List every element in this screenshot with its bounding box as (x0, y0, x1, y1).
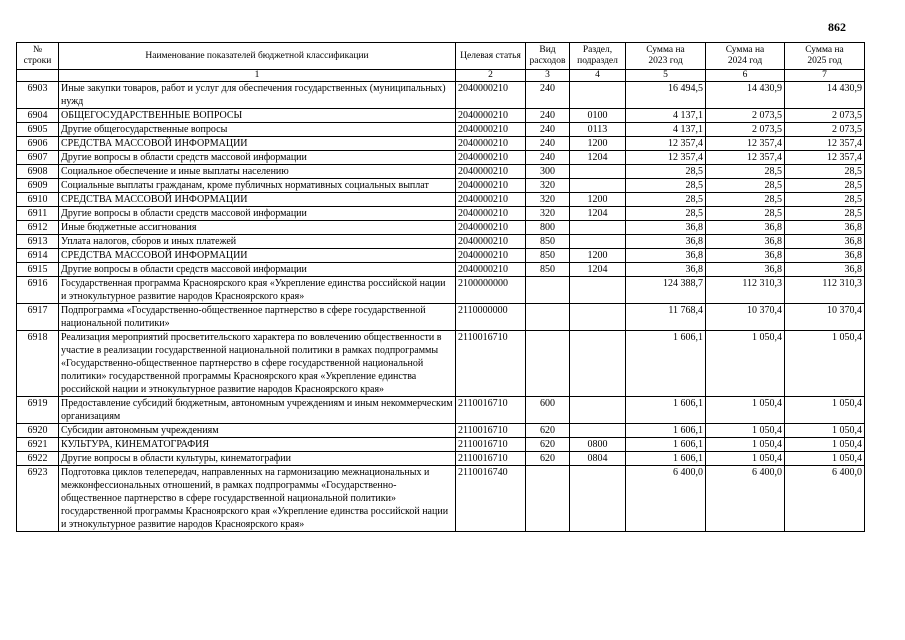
sum-2024-cell: 2 073,5 (706, 123, 785, 137)
indicator-name-cell: Другие вопросы в области средств массовой информации (59, 207, 456, 221)
sum-2025-cell: 1 050,4 (785, 438, 865, 452)
table-row (17, 397, 865, 424)
sum-2023-cell: 4 137,1 (626, 109, 706, 123)
table-row (17, 438, 865, 452)
sum-2024-cell: 12 357,4 (706, 137, 785, 151)
row-number-cell: 6915 (17, 263, 59, 277)
expense-type-cell: 320 (526, 207, 570, 221)
expense-type-cell: 620 (526, 438, 570, 452)
target-article-cell: 2040000210 (456, 235, 526, 249)
budget-table (16, 42, 865, 532)
expense-type-cell: 240 (526, 137, 570, 151)
row-number-cell: 6904 (17, 109, 59, 123)
target-article-cell: 2040000210 (456, 249, 526, 263)
header-sum-2025: Сумма на 2025 год (785, 43, 865, 70)
page-number: 862 (828, 20, 846, 34)
target-article-cell: 2040000210 (456, 193, 526, 207)
table-row (17, 304, 865, 331)
sum-2025-cell: 36,8 (785, 235, 865, 249)
sum-2024-cell: 36,8 (706, 263, 785, 277)
row-number-cell: 6906 (17, 137, 59, 151)
table-row (17, 249, 865, 263)
row-number-cell: 6913 (17, 235, 59, 249)
section-cell: 1200 (570, 193, 626, 207)
sum-2025-cell: 1 050,4 (785, 397, 865, 424)
section-cell: 0804 (570, 452, 626, 466)
expense-type-cell (526, 304, 570, 331)
sum-2023-cell: 1 606,1 (626, 397, 706, 424)
expense-type-cell: 620 (526, 424, 570, 438)
table-row (17, 235, 865, 249)
header-sum-2024: Сумма на 2024 год (706, 43, 785, 70)
sum-2024-cell: 28,5 (706, 165, 785, 179)
header-row-no: № строки (17, 43, 59, 70)
sum-2023-cell: 11 768,4 (626, 304, 706, 331)
sum-2025-cell: 2 073,5 (785, 109, 865, 123)
sum-2024-cell: 36,8 (706, 249, 785, 263)
sum-2025-cell: 112 310,3 (785, 277, 865, 304)
sum-2025-cell: 1 050,4 (785, 452, 865, 466)
sum-2023-cell: 36,8 (626, 249, 706, 263)
indicator-name-cell: Субсидии автономным учреждениям (59, 424, 456, 438)
sum-2024-cell: 14 430,9 (706, 82, 785, 109)
target-article-cell: 2040000210 (456, 263, 526, 277)
indicator-name-cell: Реализация мероприятий просветительского характера по вовлечению общественности в участие в реализации государственной национальной политики в рамках подпрограммы «Государственно-общественное партнерство в сфере государственной национальной политики» государственной программы Красноярского края «Укрепление единства российской нации и этнокультурное развитие народов Красноярского края» (59, 331, 456, 397)
row-number-cell: 6912 (17, 221, 59, 235)
indicator-name-cell: ОБЩЕГОСУДАРСТВЕННЫЕ ВОПРОСЫ (59, 109, 456, 123)
expense-type-cell: 850 (526, 235, 570, 249)
row-number-cell: 6909 (17, 179, 59, 193)
sum-2024-cell: 2 073,5 (706, 109, 785, 123)
sum-2025-cell: 36,8 (785, 221, 865, 235)
table-row (17, 151, 865, 165)
expense-type-cell: 320 (526, 179, 570, 193)
expense-type-cell (526, 277, 570, 304)
sum-2024-cell: 10 370,4 (706, 304, 785, 331)
indicator-name-cell: Другие общегосударственные вопросы (59, 123, 456, 137)
sum-2023-cell: 28,5 (626, 207, 706, 221)
target-article-cell: 2110016710 (456, 438, 526, 452)
sum-2023-cell: 12 357,4 (626, 151, 706, 165)
indicator-name-cell: Уплата налогов, сборов и иных платежей (59, 235, 456, 249)
indicator-name-cell: СРЕДСТВА МАССОВОЙ ИНФОРМАЦИИ (59, 193, 456, 207)
sum-2025-cell: 10 370,4 (785, 304, 865, 331)
section-cell: 0100 (570, 109, 626, 123)
table-body (17, 82, 865, 532)
header-name: Наименование показателей бюджетной классификации (59, 43, 456, 70)
sum-2025-cell: 28,5 (785, 179, 865, 193)
header-row (17, 43, 865, 70)
column-number: 7 (785, 70, 865, 82)
table-row (17, 424, 865, 438)
table-row (17, 179, 865, 193)
table-row (17, 193, 865, 207)
section-cell: 1204 (570, 263, 626, 277)
row-number-cell: 6914 (17, 249, 59, 263)
indicator-name-cell: КУЛЬТУРА, КИНЕМАТОГРАФИЯ (59, 438, 456, 452)
sum-2024-cell: 28,5 (706, 179, 785, 193)
section-cell (570, 331, 626, 397)
expense-type-cell: 850 (526, 263, 570, 277)
indicator-name-cell: Другие вопросы в области культуры, кинематографии (59, 452, 456, 466)
sum-2023-cell: 4 137,1 (626, 123, 706, 137)
expense-type-cell: 240 (526, 109, 570, 123)
column-number: 3 (526, 70, 570, 82)
target-article-cell: 2110016710 (456, 331, 526, 397)
sum-2024-cell: 1 050,4 (706, 424, 785, 438)
row-number-cell: 6903 (17, 82, 59, 109)
sum-2024-cell: 1 050,4 (706, 452, 785, 466)
expense-type-cell: 600 (526, 397, 570, 424)
sum-2025-cell: 28,5 (785, 165, 865, 179)
row-number-cell: 6908 (17, 165, 59, 179)
expense-type-cell (526, 331, 570, 397)
section-cell: 1200 (570, 137, 626, 151)
expense-type-cell: 240 (526, 151, 570, 165)
sum-2024-cell: 36,8 (706, 235, 785, 249)
sum-2023-cell: 28,5 (626, 193, 706, 207)
row-number-cell: 6919 (17, 397, 59, 424)
indicator-name-cell: СРЕДСТВА МАССОВОЙ ИНФОРМАЦИИ (59, 249, 456, 263)
row-number-cell: 6910 (17, 193, 59, 207)
sum-2023-cell: 28,5 (626, 179, 706, 193)
row-number-cell: 6923 (17, 466, 59, 532)
expense-type-cell: 240 (526, 123, 570, 137)
target-article-cell: 2110016710 (456, 424, 526, 438)
column-number: 6 (706, 70, 785, 82)
expense-type-cell: 240 (526, 82, 570, 109)
sum-2025-cell: 14 430,9 (785, 82, 865, 109)
section-cell (570, 466, 626, 532)
section-cell (570, 82, 626, 109)
row-number-cell: 6907 (17, 151, 59, 165)
header-target: Целевая статья (456, 43, 526, 70)
sum-2023-cell: 12 357,4 (626, 137, 706, 151)
section-cell (570, 397, 626, 424)
column-number: 5 (626, 70, 706, 82)
section-cell (570, 179, 626, 193)
sum-2024-cell: 6 400,0 (706, 466, 785, 532)
section-cell: 1204 (570, 207, 626, 221)
row-number-cell: 6917 (17, 304, 59, 331)
target-article-cell: 2110016740 (456, 466, 526, 532)
table-row (17, 452, 865, 466)
row-number-cell: 6916 (17, 277, 59, 304)
target-article-cell: 2110000000 (456, 304, 526, 331)
section-cell: 0800 (570, 438, 626, 452)
sum-2025-cell: 12 357,4 (785, 151, 865, 165)
expense-type-cell: 620 (526, 452, 570, 466)
table-row (17, 207, 865, 221)
column-number: 4 (570, 70, 626, 82)
section-cell (570, 165, 626, 179)
section-cell (570, 221, 626, 235)
target-article-cell: 2040000210 (456, 165, 526, 179)
indicator-name-cell: Другие вопросы в области средств массовой информации (59, 151, 456, 165)
table-row (17, 466, 865, 532)
sum-2023-cell: 36,8 (626, 221, 706, 235)
indicator-name-cell: Иные закупки товаров, работ и услуг для обеспечения государственных (муниципальных) нужд (59, 82, 456, 109)
sum-2025-cell: 2 073,5 (785, 123, 865, 137)
expense-type-cell: 850 (526, 249, 570, 263)
header-section: Раздел, подраздел (570, 43, 626, 70)
indicator-name-cell: Иные бюджетные ассигнования (59, 221, 456, 235)
row-number-cell: 6922 (17, 452, 59, 466)
table-row (17, 123, 865, 137)
sum-2023-cell: 36,8 (626, 235, 706, 249)
column-number: 1 (59, 70, 456, 82)
sum-2025-cell: 12 357,4 (785, 137, 865, 151)
table-row (17, 165, 865, 179)
row-number-cell: 6905 (17, 123, 59, 137)
target-article-cell: 2040000210 (456, 82, 526, 109)
sum-2023-cell: 36,8 (626, 263, 706, 277)
sum-2023-cell: 28,5 (626, 165, 706, 179)
section-cell: 1204 (570, 151, 626, 165)
target-article-cell: 2040000210 (456, 137, 526, 151)
table-row (17, 137, 865, 151)
expense-type-cell: 800 (526, 221, 570, 235)
sum-2025-cell: 1 050,4 (785, 424, 865, 438)
sum-2024-cell: 28,5 (706, 207, 785, 221)
target-article-cell: 2100000000 (456, 277, 526, 304)
target-article-cell: 2040000210 (456, 109, 526, 123)
row-number-cell: 6921 (17, 438, 59, 452)
section-cell: 1200 (570, 249, 626, 263)
indicator-name-cell: Другие вопросы в области средств массовой информации (59, 263, 456, 277)
indicator-name-cell: СРЕДСТВА МАССОВОЙ ИНФОРМАЦИИ (59, 137, 456, 151)
target-article-cell: 2040000210 (456, 221, 526, 235)
sum-2025-cell: 6 400,0 (785, 466, 865, 532)
column-number-row (17, 70, 865, 82)
target-article-cell: 2110016710 (456, 397, 526, 424)
sum-2023-cell: 124 388,7 (626, 277, 706, 304)
indicator-name-cell: Подпрограмма «Государственно-общественное партнерство в сфере государственной национальной политики» (59, 304, 456, 331)
target-article-cell: 2040000210 (456, 123, 526, 137)
sum-2024-cell: 1 050,4 (706, 438, 785, 452)
table-row (17, 263, 865, 277)
row-number-cell: 6911 (17, 207, 59, 221)
sum-2024-cell: 1 050,4 (706, 397, 785, 424)
section-cell (570, 277, 626, 304)
indicator-name-cell: Социальные выплаты гражданам, кроме публичных нормативных социальных выплат (59, 179, 456, 193)
expense-type-cell: 300 (526, 165, 570, 179)
sum-2023-cell: 1 606,1 (626, 424, 706, 438)
expense-type-cell (526, 466, 570, 532)
sum-2024-cell: 1 050,4 (706, 331, 785, 397)
sum-2023-cell: 16 494,5 (626, 82, 706, 109)
sum-2025-cell: 36,8 (785, 249, 865, 263)
sum-2023-cell: 1 606,1 (626, 438, 706, 452)
sum-2024-cell: 12 357,4 (706, 151, 785, 165)
table-row (17, 109, 865, 123)
expense-type-cell: 320 (526, 193, 570, 207)
target-article-cell: 2110016710 (456, 452, 526, 466)
sum-2023-cell: 1 606,1 (626, 452, 706, 466)
sum-2023-cell: 6 400,0 (626, 466, 706, 532)
table-row (17, 221, 865, 235)
sum-2023-cell: 1 606,1 (626, 331, 706, 397)
sum-2025-cell: 28,5 (785, 193, 865, 207)
row-number-cell: 6920 (17, 424, 59, 438)
sum-2024-cell: 28,5 (706, 193, 785, 207)
sum-2024-cell: 36,8 (706, 221, 785, 235)
table-row (17, 331, 865, 397)
indicator-name-cell: Государственная программа Красноярского края «Укрепление единства российской нации и этнокультурное развитие народов Красноярского края» (59, 277, 456, 304)
target-article-cell: 2040000210 (456, 207, 526, 221)
table-row (17, 82, 865, 109)
indicator-name-cell: Подготовка циклов телепередач, направленных на гармонизацию межнациональных и межконфессиональных отношений, в рамках подпрограммы «Государственно-общественное партнерство в сфере государственной национальной политики» государственной программы Красноярского края «Укрепление единства российской нации и этнокультурное развитие народов Красноярского края» (59, 466, 456, 532)
row-number-cell: 6918 (17, 331, 59, 397)
sum-2025-cell: 36,8 (785, 263, 865, 277)
section-cell: 0113 (570, 123, 626, 137)
table-row (17, 277, 865, 304)
target-article-cell: 2040000210 (456, 151, 526, 165)
section-cell (570, 235, 626, 249)
indicator-name-cell: Социальное обеспечение и иные выплаты населению (59, 165, 456, 179)
sum-2025-cell: 1 050,4 (785, 331, 865, 397)
sum-2024-cell: 112 310,3 (706, 277, 785, 304)
section-cell (570, 424, 626, 438)
column-number (17, 70, 59, 82)
target-article-cell: 2040000210 (456, 179, 526, 193)
section-cell (570, 304, 626, 331)
indicator-name-cell: Предоставление субсидий бюджетным, автономным учреждениям и иным некоммерческим организациям (59, 397, 456, 424)
header-sum-2023: Сумма на 2023 год (626, 43, 706, 70)
sum-2025-cell: 28,5 (785, 207, 865, 221)
column-number: 2 (456, 70, 526, 82)
header-exp-type: Вид расходов (526, 43, 570, 70)
